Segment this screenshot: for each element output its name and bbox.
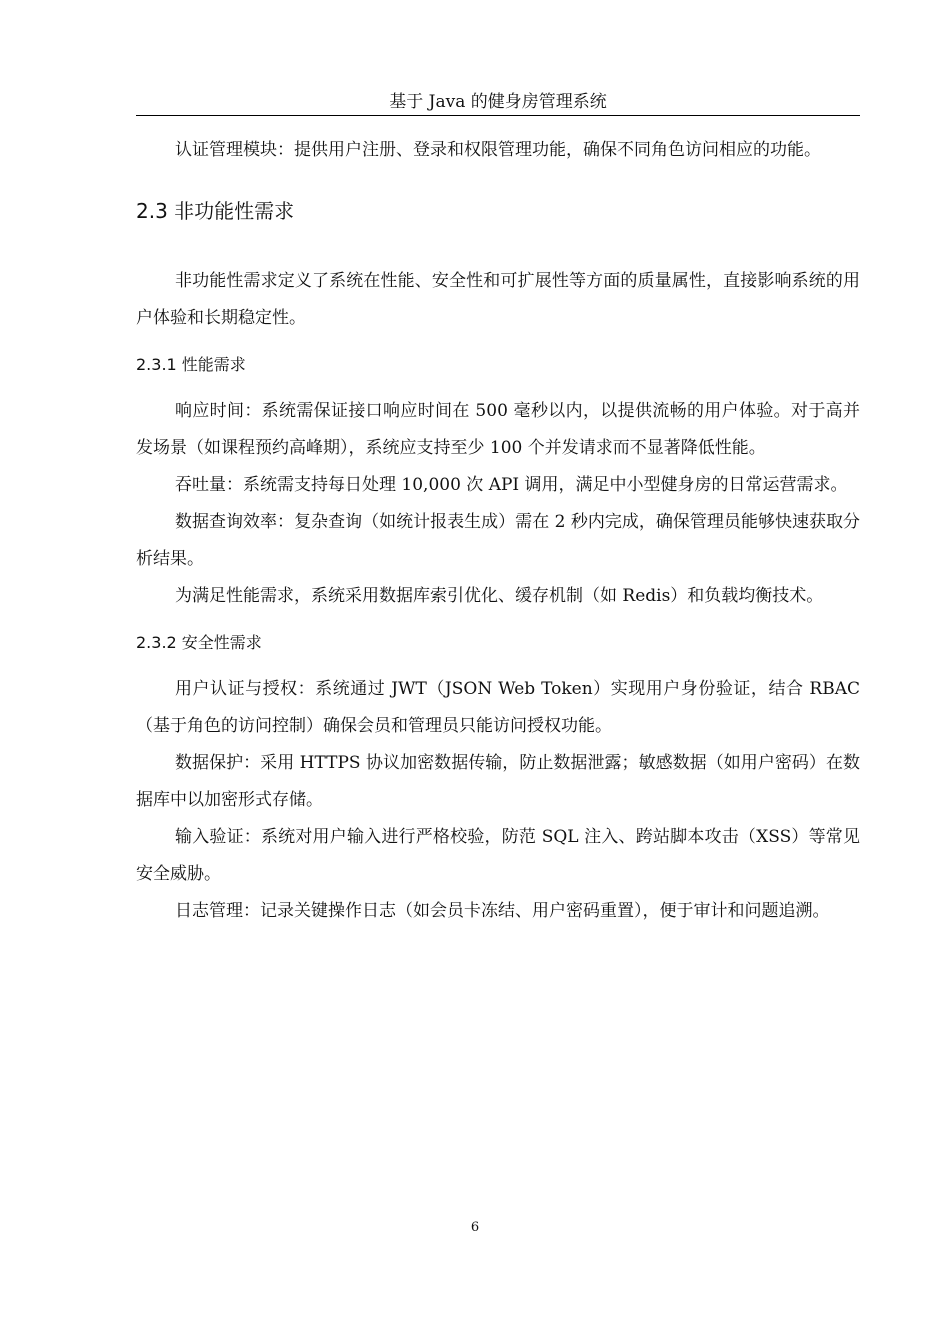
paragraph-performance-measures: 为满足性能需求，系统采用数据库索引优化、缓存机制（如 Redis）和负载均衡技术。	[175, 586, 824, 606]
header-rule	[136, 115, 860, 116]
performance-paragraphs	[136, 393, 860, 615]
heading-2-3: 2.3 非功能性需求	[136, 199, 295, 223]
page-number: 6	[470, 1220, 480, 1235]
security-paragraphs	[136, 671, 860, 930]
heading-2-3-1: 2.3.1 性能需求	[136, 355, 246, 374]
paragraph-throughput: 吞吐量：系统需支持每日处理 10,000 次 API 调用，满足中小型健身房的日常运营需求。	[175, 475, 848, 495]
paragraph-authentication: 用户认证与授权：系统通过 JWT（JSON Web Token）实现用户身份验证，结合 RBAC（基于角色的访问控制）确保会员和管理员只能访问授权功能。	[136, 679, 860, 736]
heading-2-3-2: 2.3.2 安全性需求	[136, 633, 262, 652]
paragraph-nonfunctional-intro: 非功能性需求定义了系统在性能、安全性和可扩展性等方面的质量属性，直接影响系统的用户体验和长期稳定性。	[136, 271, 860, 328]
paragraph-response-time: 响应时间：系统需保证接口响应时间在 500 毫秒以内，以提供流畅的用户体验。对于高并发场景（如课程预约高峰期），系统应支持至少 100 个并发请求而不显著降低性能。	[136, 401, 860, 458]
running-header: 基于 Java 的健身房管理系统	[389, 92, 607, 112]
paragraph-input-validation: 输入验证：系统对用户输入进行严格校验，防范 SQL 注入、跨站脚本攻击（XSS）等常见安全威胁。	[136, 827, 860, 884]
paragraph-logging: 日志管理：记录关键操作日志（如会员卡冻结、用户密码重置），便于审计和问题追溯。	[175, 901, 830, 921]
paragraph-auth-module: 认证管理模块：提供用户注册、登录和权限管理功能，确保不同角色访问相应的功能。	[175, 140, 821, 160]
page-content	[136, 132, 860, 930]
paragraph-data-protection: 数据保护：采用 HTTPS 协议加密数据传输，防止数据泄露；敏感数据（如用户密码）在数据库中以加密形式存储。	[136, 753, 860, 810]
paragraph-query-efficiency: 数据查询效率：复杂查询（如统计报表生成）需在 2 秒内完成，确保管理员能够快速获取分析结果。	[136, 512, 860, 569]
